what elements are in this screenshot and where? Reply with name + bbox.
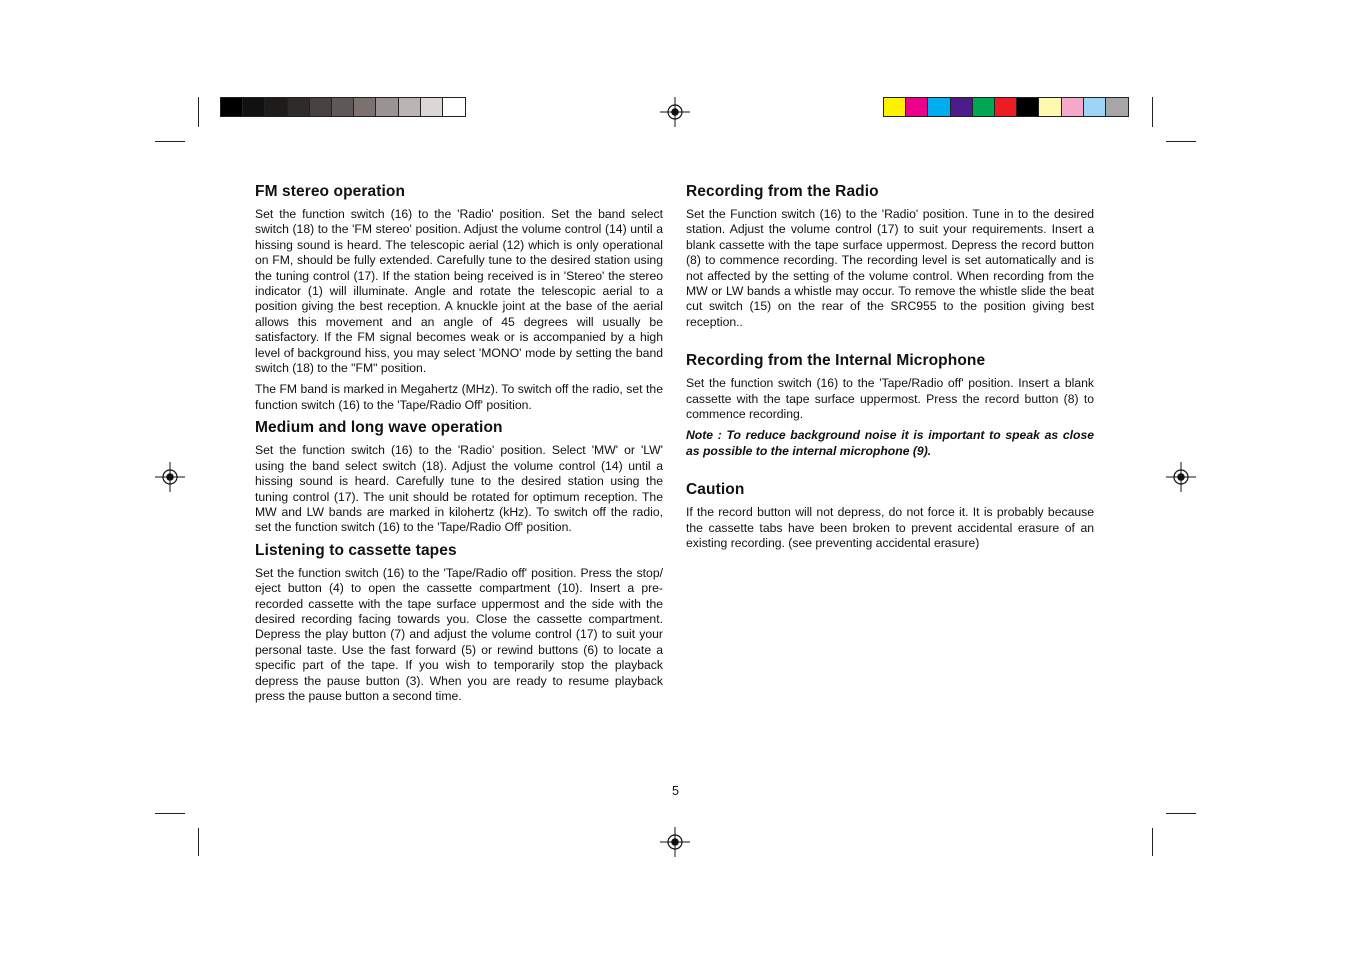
- color-swatch: [310, 98, 332, 116]
- registration-mark-icon: [155, 462, 185, 492]
- grayscale-color-bar: [220, 97, 466, 117]
- paragraph: Set the function switch (16) to the 'Tape/Radio off' position. Insert a blank cassette with the tape surface uppermost. Press the record button (8) to commence recording.: [686, 376, 1094, 422]
- color-swatch: [906, 98, 928, 116]
- color-swatch: [884, 98, 906, 116]
- color-swatch: [265, 98, 287, 116]
- color-swatch: [376, 98, 398, 116]
- note-paragraph: Note : To reduce background noise it is important to speak as close as possible to the internal microphone (9).: [686, 428, 1094, 458]
- color-swatch: [995, 98, 1017, 116]
- section-heading-caution: Caution: [686, 481, 745, 499]
- color-swatch: [1039, 98, 1061, 116]
- color-swatch: [221, 98, 243, 116]
- crop-mark: [1152, 97, 1153, 127]
- color-swatch: [354, 98, 376, 116]
- section-heading-medium-long-wave: Medium and long wave operation: [255, 419, 503, 437]
- left-column: [255, 183, 663, 710]
- section-heading-recording-microphone: Recording from the Internal Microphone: [686, 352, 986, 370]
- color-swatch: [443, 98, 465, 116]
- paragraph: Set the function switch (16) to the 'Tape/Radio off' position. Press the stop/ eject button (4) to open the cassette compartment (10). Insert a pre-recorded cassette with the tape surface uppermost and the side with the desired recording facing towards you. Close the cassette compartment. Depress the play button (7) and adjust the volume control (17) to suit your personal taste. Use the fast forward (5) or rewind buttons (6) to locate a specific part of the tape. If you wish to temporarily stop the playback depress the pause button (3). When you are ready to resume playback press the pause button a second time.: [255, 565, 663, 703]
- color-swatch: [1084, 98, 1106, 116]
- color-swatch: [399, 98, 421, 116]
- registration-mark-icon: [660, 827, 690, 857]
- registration-mark-icon: [660, 97, 690, 127]
- color-swatch: [421, 98, 443, 116]
- crop-mark: [1166, 813, 1196, 814]
- crop-mark: [198, 97, 199, 127]
- section-heading-cassette-tapes: Listening to cassette tapes: [255, 541, 457, 559]
- crop-mark: [198, 828, 199, 856]
- crop-mark: [155, 141, 185, 142]
- paragraph: Set the function switch (16) to the 'Radio' position. Select 'MW' or 'LW' using the band select switch (18). Adjust the volume control (14) until a hissing sound is heard. Carefully tune to the desired station using the tuning control (17). The unit should be rotated for optimum reception. The MW and LW bands are marked in kilohertz (kHz). To switch off the radio, set the function switch (16) to the 'Tape/Radio Off' position.: [255, 443, 663, 535]
- process-color-bar: [883, 97, 1129, 117]
- paragraph: Set the function switch (16) to the 'Radio' position. Set the band select switch (18) to the 'FM stereo' position. Adjust the volume control (14) until a hissing sound is heard. The telescopic aerial (12) which is only operational on FM, should be fully extended. Carefully tune to the desired station using the tuning control (17). If the station being received is in 'Stereo' the stereo indicator (1) will illuminate. Angle and rotate the telescopic aerial to a position giving the best reception. A knuckle joint at the base of the aerial allows this movement and an angle of 45 degrees will usually be satisfactory. If the FM signal becomes weak or is accompanied by a high level of background hiss, you may select 'MONO' mode by setting the band switch (18) to the "FM" position.: [255, 207, 663, 376]
- color-swatch: [951, 98, 973, 116]
- color-swatch: [1106, 98, 1128, 116]
- color-swatch: [1017, 98, 1039, 116]
- paragraph: Set the Function switch (16) to the 'Radio' position. Tune in to the desired station. Adjust the volume control (17) to suit your requirements. Insert a blank cassette with the tape surface uppermost. Depress the record button (8) to commence recording. The recording level is set automatically and is not affected by the setting of the volume control. When recording from the MW or LW bands a whistle may occur. To remove the whistle slide the beat cut switch (15) on the rear of the SRC955 to the position giving best reception..: [686, 207, 1094, 329]
- color-swatch: [288, 98, 310, 116]
- paragraph: If the record button will not depress, do not force it. It is probably because the cassette tabs have been broken to prevent accidental erasure of an existing recording. (see preventing accidental erasure): [686, 505, 1094, 551]
- section-heading-fm-stereo: FM stereo operation: [255, 183, 406, 200]
- section-heading-recording-radio: Recording from the Radio: [686, 183, 879, 200]
- right-column: [686, 183, 1094, 558]
- color-swatch: [243, 98, 265, 116]
- paragraph: The FM band is marked in Megahertz (MHz). To switch off the radio, set the function switch (16) to the 'Tape/Radio Off' position.: [255, 382, 663, 412]
- color-swatch: [1062, 98, 1084, 116]
- color-swatch: [973, 98, 995, 116]
- crop-mark: [1152, 828, 1153, 856]
- crop-mark: [155, 813, 185, 814]
- color-swatch: [928, 98, 950, 116]
- color-swatch: [332, 98, 354, 116]
- crop-mark: [1166, 141, 1196, 142]
- registration-mark-icon: [1166, 462, 1196, 492]
- page-number: 5: [672, 784, 679, 798]
